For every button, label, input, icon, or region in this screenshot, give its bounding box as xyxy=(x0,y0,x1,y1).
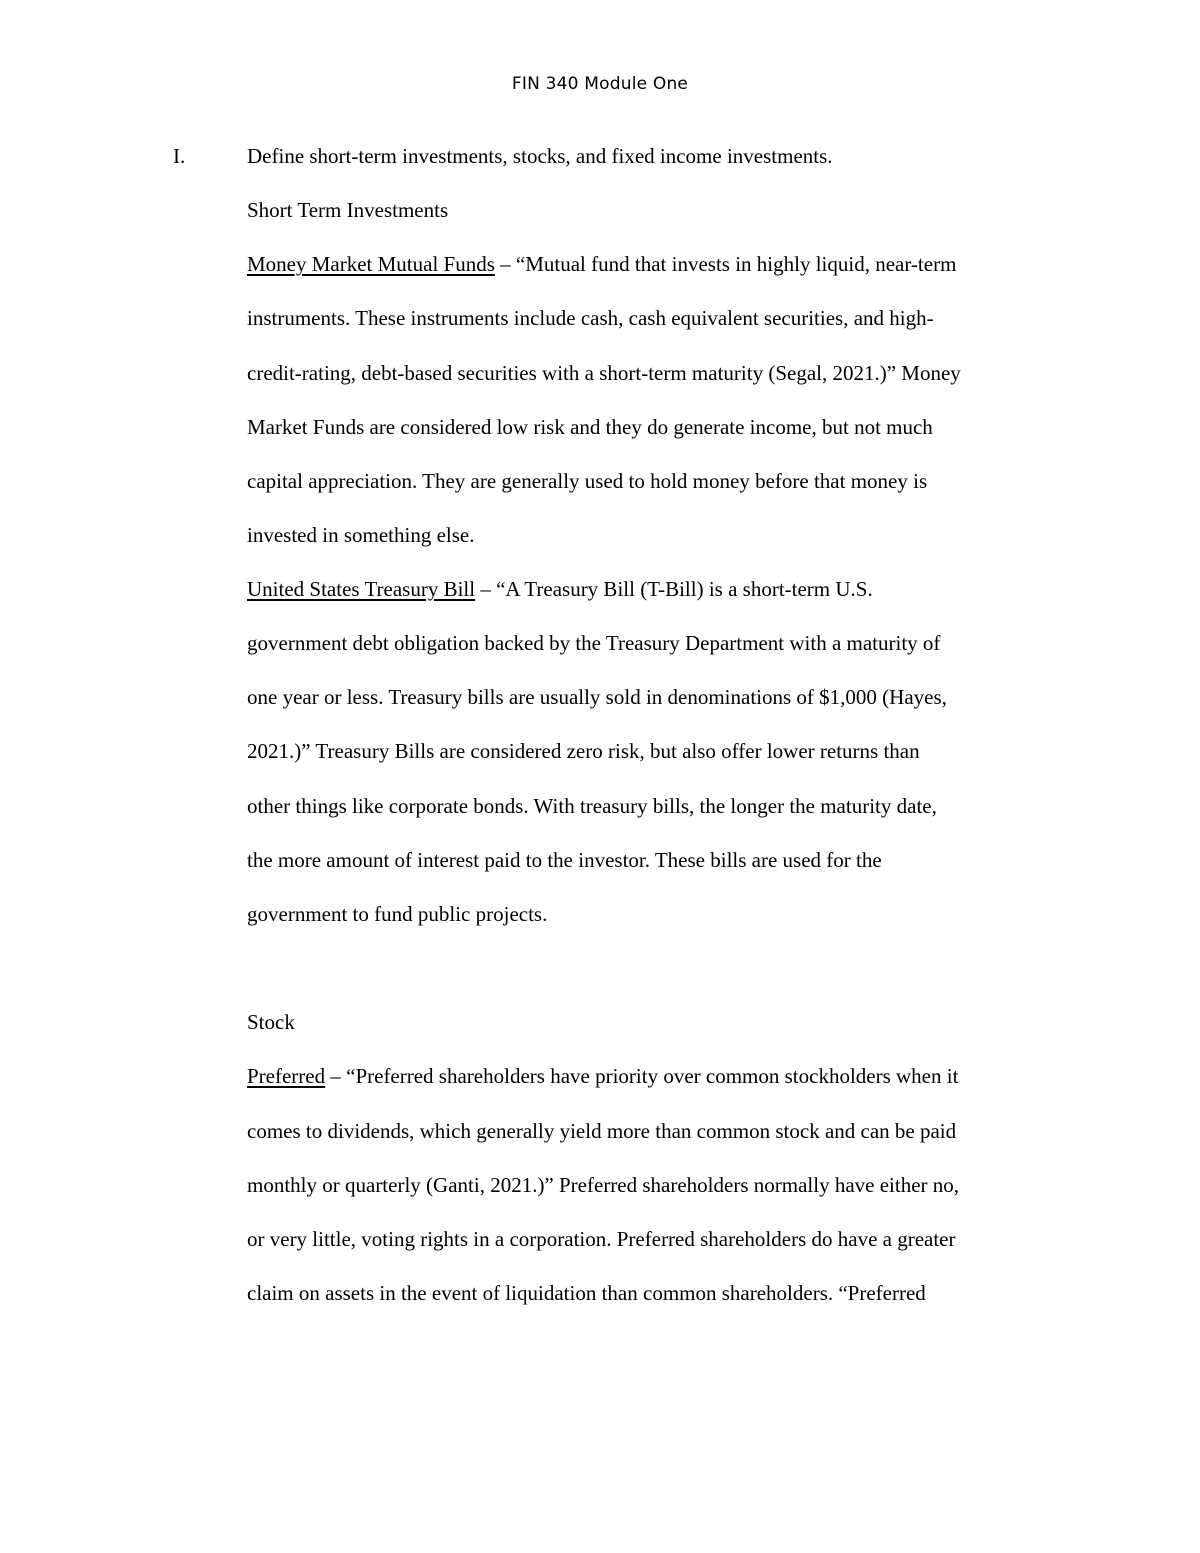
paragraph-text: – “A Treasury Bill (T-Bill) is a short-term U.S. xyxy=(475,577,873,601)
paragraph-line: Market Funds are considered low risk and they do generate income, but not much xyxy=(247,415,933,439)
paragraph-line xyxy=(247,1063,958,1089)
paragraph-line: government debt obligation backed by the Treasury Department with a maturity of xyxy=(247,631,941,655)
term-money-market-mutual-funds: Money Market Mutual Funds xyxy=(247,252,495,276)
paragraph-line: monthly or quarterly (Ganti, 2021.)” Preferred shareholders normally have either no, xyxy=(247,1173,960,1197)
outline-prompt: Define short-term investments, stocks, and fixed income investments. xyxy=(247,144,833,168)
paragraph-text: – “Preferred shareholders have priority over common stockholders when it xyxy=(325,1064,959,1088)
paragraph-line: other things like corporate bonds. With treasury bills, the longer the maturity date, xyxy=(247,794,937,818)
paragraph-line: invested in something else. xyxy=(247,523,475,547)
paragraph-line: credit-rating, debt-based securities with a short-term maturity (Segal, 2021.)” Money xyxy=(247,361,961,385)
paragraph-line: one year or less. Treasury bills are usually sold in denominations of $1,000 (Hayes, xyxy=(247,685,947,709)
paragraph-line xyxy=(247,251,956,277)
paragraph-line: or very little, voting rights in a corporation. Preferred shareholders do have a greater xyxy=(247,1227,956,1251)
paragraph-line: comes to dividends, which generally yield more than common stock and can be paid xyxy=(247,1119,957,1143)
paragraph-line: the more amount of interest paid to the investor. These bills are used for the xyxy=(247,848,882,872)
paragraph-line: capital appreciation. They are generally used to hold money before that money is xyxy=(247,469,928,493)
paragraph-line: government to fund public projects. xyxy=(247,902,548,926)
term-preferred: Preferred xyxy=(247,1064,326,1088)
section-heading-stock: Stock xyxy=(247,1010,295,1034)
paragraph-text: – “Mutual fund that invests in highly liquid, near-term xyxy=(494,252,957,276)
paragraph-line: 2021.)” Treasury Bills are considered zero risk, but also offer lower returns than xyxy=(247,739,920,763)
paragraph-line: instruments. These instruments include cash, cash equivalent securities, and high- xyxy=(247,306,934,330)
term-treasury-bill: United States Treasury Bill xyxy=(247,577,476,601)
outline-numeral: I. xyxy=(173,144,186,168)
paragraph-line xyxy=(247,576,873,602)
paragraph-line: claim on assets in the event of liquidation than common shareholders. “Preferred xyxy=(247,1281,926,1305)
section-heading-short-term: Short Term Investments xyxy=(247,198,449,222)
running-header: FIN 340 Module One xyxy=(511,74,689,94)
